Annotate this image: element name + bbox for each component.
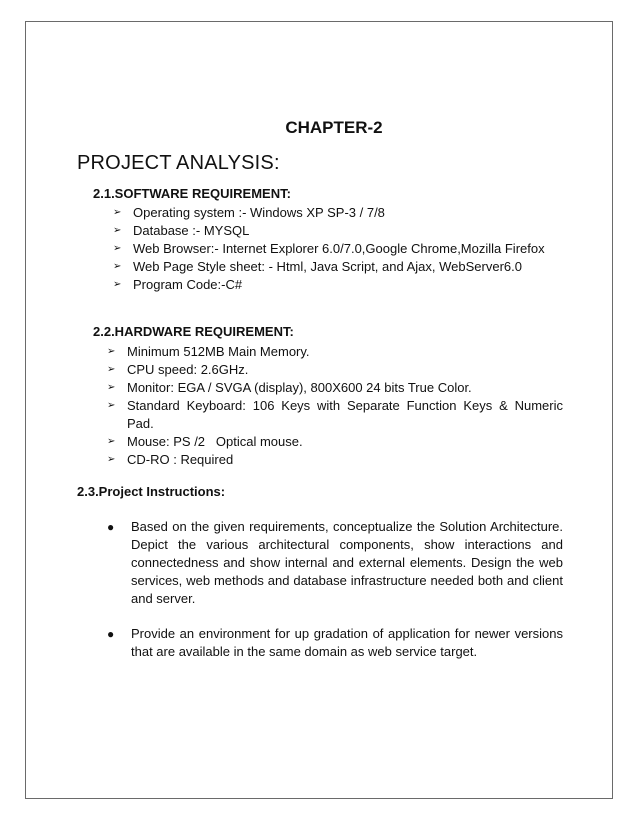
arrow-bullet-icon: ➢ <box>113 225 122 236</box>
hardware-item-text: CD-RO : Required <box>127 452 234 467</box>
list-item <box>113 204 563 222</box>
software-item-text: Web Browser:- Internet Explorer 6.0/7.0,Google Chrome,Mozilla Firefox <box>133 241 545 256</box>
section-title: PROJECT ANALYSIS: <box>77 152 280 174</box>
arrow-bullet-icon: ➢ <box>113 279 122 290</box>
chapter-title: CHAPTER-2 <box>285 118 383 137</box>
software-requirement-list <box>113 204 563 294</box>
hardware-requirement-list <box>107 343 563 469</box>
list-item <box>107 518 563 608</box>
list-item <box>113 240 563 258</box>
list-item <box>107 361 563 379</box>
bullet-dot-icon: ● <box>107 520 115 534</box>
list-item <box>113 222 563 240</box>
list-item <box>107 397 563 433</box>
hardware-item-text: Standard Keyboard: 106 Keys with Separate Function Keys & Numeric Pad. <box>127 398 563 431</box>
project-instructions-list <box>107 518 563 661</box>
project-instructions-heading: 2.3.Project Instructions: <box>77 484 226 499</box>
software-item-text: Database :- MYSQL <box>133 223 250 238</box>
software-requirement-heading: 2.1.SOFTWARE REQUIREMENT: <box>93 186 291 201</box>
arrow-bullet-icon: ➢ <box>107 400 116 411</box>
software-item-text: Program Code:-C# <box>133 277 243 292</box>
list-item <box>113 258 563 276</box>
list-item <box>107 379 563 397</box>
hardware-item-text: Minimum 512MB Main Memory. <box>127 344 310 359</box>
hardware-item-text: CPU speed: 2.6GHz. <box>127 362 249 377</box>
instruction-text: Provide an environment for up gradation of application for newer versions that are available in the same domain as web service target. <box>131 626 563 659</box>
hardware-item-text: Mouse: PS /2 Optical mouse. <box>127 434 303 449</box>
arrow-bullet-icon: ➢ <box>107 346 116 357</box>
list-item <box>113 276 563 294</box>
list-item <box>107 625 563 661</box>
arrow-bullet-icon: ➢ <box>113 207 122 218</box>
list-item <box>107 433 563 451</box>
arrow-bullet-icon: ➢ <box>107 436 116 447</box>
arrow-bullet-icon: ➢ <box>107 382 116 393</box>
instruction-text: Based on the given requirements, conceptualize the Solution Architecture. Depict the various architectural components, show interactions and connectedness and show internal and external elements. Design the web services, web methods and database infrastructure needed both and client and server. <box>131 519 563 606</box>
arrow-bullet-icon: ➢ <box>113 261 122 272</box>
software-item-text: Operating system :- Windows XP SP-3 / 7/8 <box>133 205 385 220</box>
hardware-item-text: Monitor: EGA / SVGA (display), 800X600 24 bits True Color. <box>127 380 472 395</box>
list-item <box>107 343 563 361</box>
arrow-bullet-icon: ➢ <box>107 364 116 375</box>
hardware-requirement-heading: 2.2.HARDWARE REQUIREMENT: <box>93 324 294 339</box>
arrow-bullet-icon: ➢ <box>107 454 116 465</box>
software-item-text: Web Page Style sheet: - Html, Java Script, and Ajax, WebServer6.0 <box>133 259 522 274</box>
list-item <box>107 451 563 469</box>
bullet-dot-icon: ● <box>107 627 115 641</box>
arrow-bullet-icon: ➢ <box>113 243 122 254</box>
